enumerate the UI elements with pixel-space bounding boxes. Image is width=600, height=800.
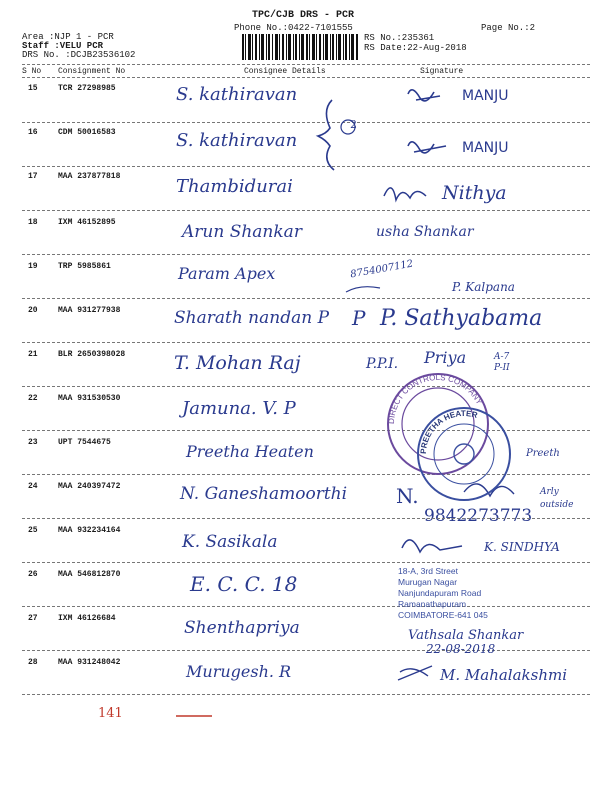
row-consignee: K. Sasikala [182,532,278,552]
row-consignee: Sharath nandan P [174,308,330,328]
sig-20-prefix: P [352,306,366,330]
round-stamp [412,402,516,506]
row-consignment: CDM 50016583 [58,128,116,137]
row-signature: Vathsala Shankar [408,628,524,643]
staff-label: Staff :VELU PCR [22,41,104,51]
row-sno: 18 [28,218,38,227]
row-consignment: IXM 46152895 [58,218,116,227]
row-sno: 23 [28,438,38,447]
row-consignment: TCR 27298985 [58,84,116,93]
sig-21-block: A-7 P-II [494,352,510,373]
initials-mark [408,142,446,153]
page-number: Page No.:2 [481,23,536,33]
row-consignee: S. kathiravan [176,84,298,105]
col-signature: Signature [420,67,464,76]
row-consignment: MAA 931277938 [58,306,121,315]
address-line: Nanjundapuram Road [398,588,482,598]
row-consignment: MAA 932234164 [58,526,121,535]
rs-number: RS No.:235361 [364,33,435,43]
footer-mark: 141 [98,706,123,721]
initials-mark [398,666,432,680]
brace-note: 2 [350,118,357,131]
row-sno: 28 [28,658,38,667]
round-stamp-text: DIRECT CONTROLS COMPANY [386,372,484,425]
row-sno: 26 [28,570,38,579]
address-line: COIMBATORE-641 045 [398,610,488,620]
row-sno: 24 [28,482,38,491]
row-sno: 19 [28,262,38,271]
row-consignment: TRP 5985861 [58,262,111,271]
row-consignment: MAA 546812870 [58,570,121,579]
row-consignee: E. C. C. 18 [190,572,298,596]
row-consignment: UPT 7544675 [58,438,111,447]
address-line: Ramanathapuram [398,599,467,609]
phone-number: Phone No.:0422-7101555 [234,23,353,33]
address-line: Murugan Nagar [398,577,458,587]
row-signature: Nithya [442,182,507,204]
signature-scribble [346,287,380,292]
row-sno: 15 [28,84,38,93]
row-signature: P. Kalpana [452,280,515,294]
row-signature: MANJU [462,88,509,104]
row-consignee: Param Apex [178,264,276,283]
row-sno: 16 [28,128,38,137]
address-line: 18-A, 3rd Street [398,566,459,576]
row-consignment: MAA 240397472 [58,482,121,491]
col-consignee: Consignee Details [244,67,326,76]
document-title: TPC/CJB DRS - PCR [252,10,355,21]
sig-27-date: 22-08-2018 [426,642,496,656]
signature-scribble [402,540,462,552]
row-signature: Priya [424,348,467,367]
row-consignee: S. kathiravan [176,130,298,151]
col-consignment: Consignment No [58,67,126,76]
row-consignment: MAA 931530530 [58,394,121,403]
row-signature: 9842273773 [424,506,533,526]
row-consignment: MAA 931248042 [58,658,121,667]
sig-19-phone: 8754007112 [349,258,415,281]
row-signature: M. Mahalakshmi [440,666,568,684]
drs-number: DRS No. :DCJB23536102 [22,50,136,60]
row-sno: 22 [28,394,38,403]
row-signature: K. SINDHYA [484,540,560,554]
row-sno: 21 [28,350,38,359]
row-consignee: N. Ganeshamoorthi [180,484,348,504]
round-stamp-text-2: PREETHA HEATER [418,408,479,455]
row-signature: P. Sathyabama [380,306,543,331]
row-consignee: Jamuna. V. P [182,398,296,419]
row-consignee: Thambidurai [176,176,293,197]
row-consignee: Shenthapriya [184,618,300,638]
row-signature: MANJU [462,140,509,156]
row-sno: 17 [28,172,38,181]
row-consignee: T. Mohan Raj [174,352,301,374]
row-consignment: IXM 46126684 [58,614,116,623]
brace-mark [318,100,334,170]
row-consignment: MAA 237877818 [58,172,121,181]
row-signature: Preeth [526,448,560,459]
row-sno: 20 [28,306,38,315]
row-consignee: Preetha Heaten [186,442,314,461]
row-signature: usha Shankar [376,224,474,240]
col-sno: S No [22,67,42,76]
sig-21-prefix: P.P.I. [366,356,399,372]
row-sno: 27 [28,614,38,623]
signature-scribble [384,188,426,200]
initials-mark [408,90,440,101]
rs-date: RS Date:22-Aug-2018 [364,43,467,53]
row-sno: 25 [28,526,38,535]
row-consignee: Murugesh. R [186,662,292,681]
address-stamp [398,566,518,621]
sig-24-prefix: N. [396,484,419,508]
row-consignee: Arun Shankar [182,222,302,242]
sig-24-note: Arly outside [540,487,574,510]
row-consignment: BLR 2650398028 [58,350,126,359]
area-label: Area :NJP 1 - PCR [22,32,114,42]
